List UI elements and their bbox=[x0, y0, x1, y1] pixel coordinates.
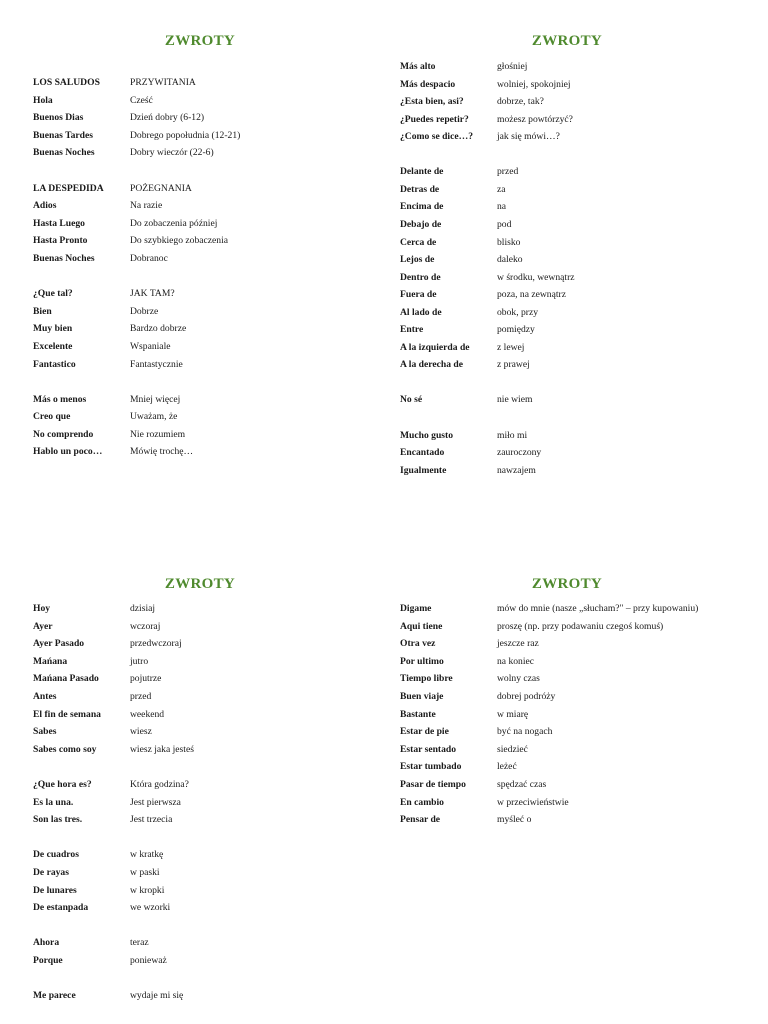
spanish-phrase: Aqui tiene bbox=[400, 620, 443, 632]
spanish-phrase: Adios bbox=[33, 200, 57, 212]
polish-translation: pojutrze bbox=[130, 673, 162, 685]
spanish-phrase: Buenos Dias bbox=[33, 112, 84, 124]
polish-translation: pomiędzy bbox=[497, 324, 535, 336]
polish-translation: przed bbox=[497, 166, 519, 178]
polish-translation: Jest trzecia bbox=[130, 814, 173, 826]
spanish-phrase: Pasar de tiempo bbox=[400, 778, 466, 790]
spanish-phrase: De lunares bbox=[33, 884, 77, 896]
polish-translation: pod bbox=[497, 218, 512, 230]
spanish-phrase: LOS SALUDOS bbox=[33, 77, 100, 88]
spanish-phrase: No comprendo bbox=[33, 428, 94, 440]
spanish-phrase: Más o menos bbox=[33, 393, 87, 405]
spanish-phrase: Hasta Pronto bbox=[33, 235, 88, 247]
polish-translation: jak się mówi…? bbox=[497, 131, 560, 143]
polish-translation: Jest pierwsza bbox=[130, 796, 181, 808]
spanish-phrase: Mańana bbox=[33, 655, 68, 667]
spanish-phrase: Estar de pie bbox=[400, 726, 449, 738]
spanish-phrase: Delante de bbox=[400, 166, 444, 178]
polish-translation: być na nogach bbox=[497, 726, 553, 738]
polish-translation: Dobrego popołudnia (12-21) bbox=[130, 129, 241, 141]
spanish-phrase: Digame bbox=[400, 603, 432, 614]
polish-translation: ponieważ bbox=[130, 954, 167, 966]
spanish-phrase: Hasta Luego bbox=[33, 217, 85, 229]
spanish-phrase: Muy bien bbox=[33, 323, 73, 335]
title-bottom-right: ZWROTY bbox=[531, 576, 603, 592]
polish-translation: Dobranoc bbox=[130, 252, 168, 264]
spanish-phrase: Encantado bbox=[400, 447, 445, 459]
polish-translation: dzisiaj bbox=[130, 603, 156, 614]
polish-translation: wiesz bbox=[130, 726, 152, 738]
polish-translation: zauroczony bbox=[497, 447, 542, 459]
polish-translation: Do szybkiego zobaczenia bbox=[130, 235, 229, 247]
spanish-phrase: De estanpada bbox=[33, 902, 89, 914]
spanish-phrase: No sé bbox=[400, 394, 423, 406]
polish-translation: proszę (np. przy podawaniu czegoś komuś) bbox=[497, 620, 664, 632]
spanish-phrase: Fantastico bbox=[33, 358, 76, 370]
title-top-left: ZWROTY bbox=[164, 33, 236, 49]
polish-translation: blisko bbox=[497, 236, 521, 248]
polish-translation: w środku, wewnątrz bbox=[497, 271, 575, 283]
polish-translation: w kropki bbox=[130, 884, 165, 896]
spanish-phrase: A la derecha de bbox=[400, 359, 463, 371]
polish-translation: myśleć o bbox=[497, 814, 532, 826]
polish-translation: nie wiem bbox=[497, 394, 533, 406]
polish-translation: poza, na zewnątrz bbox=[497, 289, 566, 301]
spanish-phrase: Fuera de bbox=[400, 289, 437, 301]
spanish-phrase: El fin de semana bbox=[33, 708, 101, 720]
polish-translation: wczoraj bbox=[130, 620, 161, 632]
spanish-phrase: ¿Como se dice…? bbox=[400, 131, 474, 143]
polish-translation: Uważam, że bbox=[130, 411, 178, 423]
spanish-phrase: Me parece bbox=[33, 990, 76, 1002]
spanish-phrase: De rayas bbox=[33, 866, 69, 878]
spanish-phrase: Entre bbox=[400, 324, 424, 336]
polish-translation: PRZYWITANIA bbox=[130, 77, 196, 88]
polish-translation: Dobry wieczór (22-6) bbox=[130, 147, 214, 159]
polish-translation: przedwczoraj bbox=[130, 638, 182, 650]
spanish-phrase: ¿Que tal? bbox=[33, 288, 73, 300]
spanish-phrase: Es la una. bbox=[33, 796, 74, 808]
spanish-phrase: Hola bbox=[33, 94, 53, 106]
polish-translation: jeszcze raz bbox=[497, 638, 539, 650]
polish-translation: weekend bbox=[130, 708, 165, 720]
spanish-phrase: Ayer bbox=[33, 620, 53, 632]
spanish-phrase: Estar tumbado bbox=[400, 761, 462, 773]
polish-translation: z lewej bbox=[497, 341, 525, 353]
polish-translation: wiesz jaka jesteś bbox=[130, 743, 194, 755]
polish-translation: spędzać czas bbox=[497, 778, 547, 790]
polish-translation: mów do mnie (nasze „słucham?" – przy kupowaniu) bbox=[497, 603, 699, 614]
spanish-phrase: Sabes como soy bbox=[33, 743, 97, 755]
polish-translation: na koniec bbox=[497, 655, 535, 667]
spanish-phrase: Porque bbox=[33, 954, 63, 966]
polish-translation: dobrej podróży bbox=[497, 690, 556, 702]
spanish-phrase: ¿Esta bien, asi? bbox=[400, 96, 464, 108]
polish-translation: Cześć bbox=[130, 94, 153, 106]
title-bottom-left: ZWROTY bbox=[164, 576, 236, 592]
spanish-phrase: Mańana Pasado bbox=[33, 673, 99, 685]
spanish-phrase: ¿Que hora es? bbox=[33, 778, 92, 790]
polish-translation: wydaje mi się bbox=[130, 990, 184, 1002]
spanish-phrase: Sabes bbox=[33, 726, 57, 738]
polish-translation: Mówię trochę… bbox=[130, 446, 194, 458]
spanish-phrase: En cambio bbox=[400, 796, 444, 808]
polish-translation: wolny czas bbox=[497, 673, 540, 685]
spanish-phrase: Mucho gusto bbox=[400, 429, 454, 441]
spanish-phrase: ¿Puedes repetir? bbox=[400, 113, 469, 125]
spanish-phrase: Buenas Noches bbox=[33, 147, 95, 159]
polish-translation: przed bbox=[130, 690, 152, 702]
polish-translation: Dzień dobry (6-12) bbox=[130, 112, 205, 124]
polish-translation: Mniej więcej bbox=[130, 393, 181, 405]
spanish-phrase: Detras de bbox=[400, 183, 440, 195]
spanish-phrase: Ahora bbox=[33, 937, 60, 949]
polish-translation: miło mi bbox=[497, 429, 528, 441]
polish-translation: możesz powtórzyć? bbox=[497, 113, 573, 125]
spanish-phrase: Bastante bbox=[400, 708, 436, 720]
spanish-phrase: A la izquierda de bbox=[400, 341, 470, 353]
polish-translation: w kratkę bbox=[130, 849, 164, 861]
spanish-phrase: Buen viaje bbox=[400, 690, 444, 702]
polish-translation: na bbox=[497, 201, 507, 213]
spanish-phrase: Más despacio bbox=[400, 78, 456, 90]
polish-translation: jutro bbox=[130, 655, 149, 667]
spanish-phrase: Excelente bbox=[33, 340, 73, 352]
polish-translation: za bbox=[497, 183, 506, 195]
polish-translation: nawzajem bbox=[497, 464, 536, 476]
spanish-phrase: Por ultimo bbox=[400, 655, 444, 667]
polish-translation: JAK TAM? bbox=[130, 288, 175, 300]
spanish-phrase: De cuadros bbox=[33, 849, 79, 861]
polish-translation: z prawej bbox=[497, 359, 530, 371]
polish-translation: teraz bbox=[130, 937, 149, 949]
spanish-phrase: Encima de bbox=[400, 201, 444, 213]
polish-translation: dobrze, tak? bbox=[497, 96, 544, 108]
polish-translation: siedzieć bbox=[497, 743, 528, 755]
spanish-phrase: Dentro de bbox=[400, 271, 441, 283]
polish-translation: daleko bbox=[497, 254, 523, 266]
polish-translation: w przeciwieństwie bbox=[497, 796, 569, 808]
polish-translation: w paski bbox=[130, 866, 160, 878]
polish-translation: Dobrze bbox=[130, 305, 159, 317]
polish-translation: Na razie bbox=[130, 200, 163, 212]
spanish-phrase: Lejos de bbox=[400, 254, 435, 266]
polish-translation: Nie rozumiem bbox=[130, 428, 186, 440]
polish-translation: obok, przy bbox=[497, 306, 539, 318]
polish-translation: POŻEGNANIA bbox=[130, 182, 192, 194]
polish-translation: Fantastycznie bbox=[130, 358, 183, 370]
spanish-phrase: Cerca de bbox=[400, 236, 437, 248]
spanish-phrase: Bien bbox=[33, 305, 52, 317]
spanish-phrase: Ayer Pasado bbox=[33, 638, 85, 650]
polish-translation: Do zobaczenia później bbox=[130, 217, 218, 229]
spanish-phrase: Son las tres. bbox=[33, 814, 83, 826]
spanish-phrase: Buenas Noches bbox=[33, 252, 95, 264]
spanish-phrase: Hablo un poco… bbox=[33, 446, 103, 458]
spanish-phrase: Al lado de bbox=[400, 306, 442, 318]
spanish-phrase: Otra vez bbox=[400, 638, 436, 650]
polish-translation: głośniej bbox=[497, 61, 528, 72]
title-top-right: ZWROTY bbox=[531, 33, 603, 49]
spanish-phrase: Buenas Tardes bbox=[33, 129, 93, 141]
spanish-phrase: Pensar de bbox=[400, 814, 441, 826]
spanish-phrase: LA DESPEDIDA bbox=[33, 182, 104, 194]
spanish-phrase: Debajo de bbox=[400, 218, 442, 230]
polish-translation: we wzorki bbox=[130, 902, 171, 914]
spanish-phrase: Antes bbox=[33, 690, 57, 702]
polish-translation: Bardzo dobrze bbox=[130, 323, 187, 335]
spanish-phrase: Creo que bbox=[33, 411, 71, 423]
spanish-phrase: Más alto bbox=[400, 61, 436, 72]
polish-translation: Wspaniale bbox=[130, 340, 171, 352]
polish-translation: w miarę bbox=[497, 708, 529, 720]
spanish-phrase: Estar sentado bbox=[400, 743, 457, 755]
spanish-phrase: Igualmente bbox=[400, 464, 447, 476]
polish-translation: Która godzina? bbox=[130, 778, 189, 790]
polish-translation: wolniej, spokojniej bbox=[497, 78, 571, 90]
polish-translation: leżeć bbox=[497, 761, 517, 773]
spanish-phrase: Hoy bbox=[33, 603, 51, 614]
spanish-phrase: Tiempo libre bbox=[400, 673, 453, 685]
